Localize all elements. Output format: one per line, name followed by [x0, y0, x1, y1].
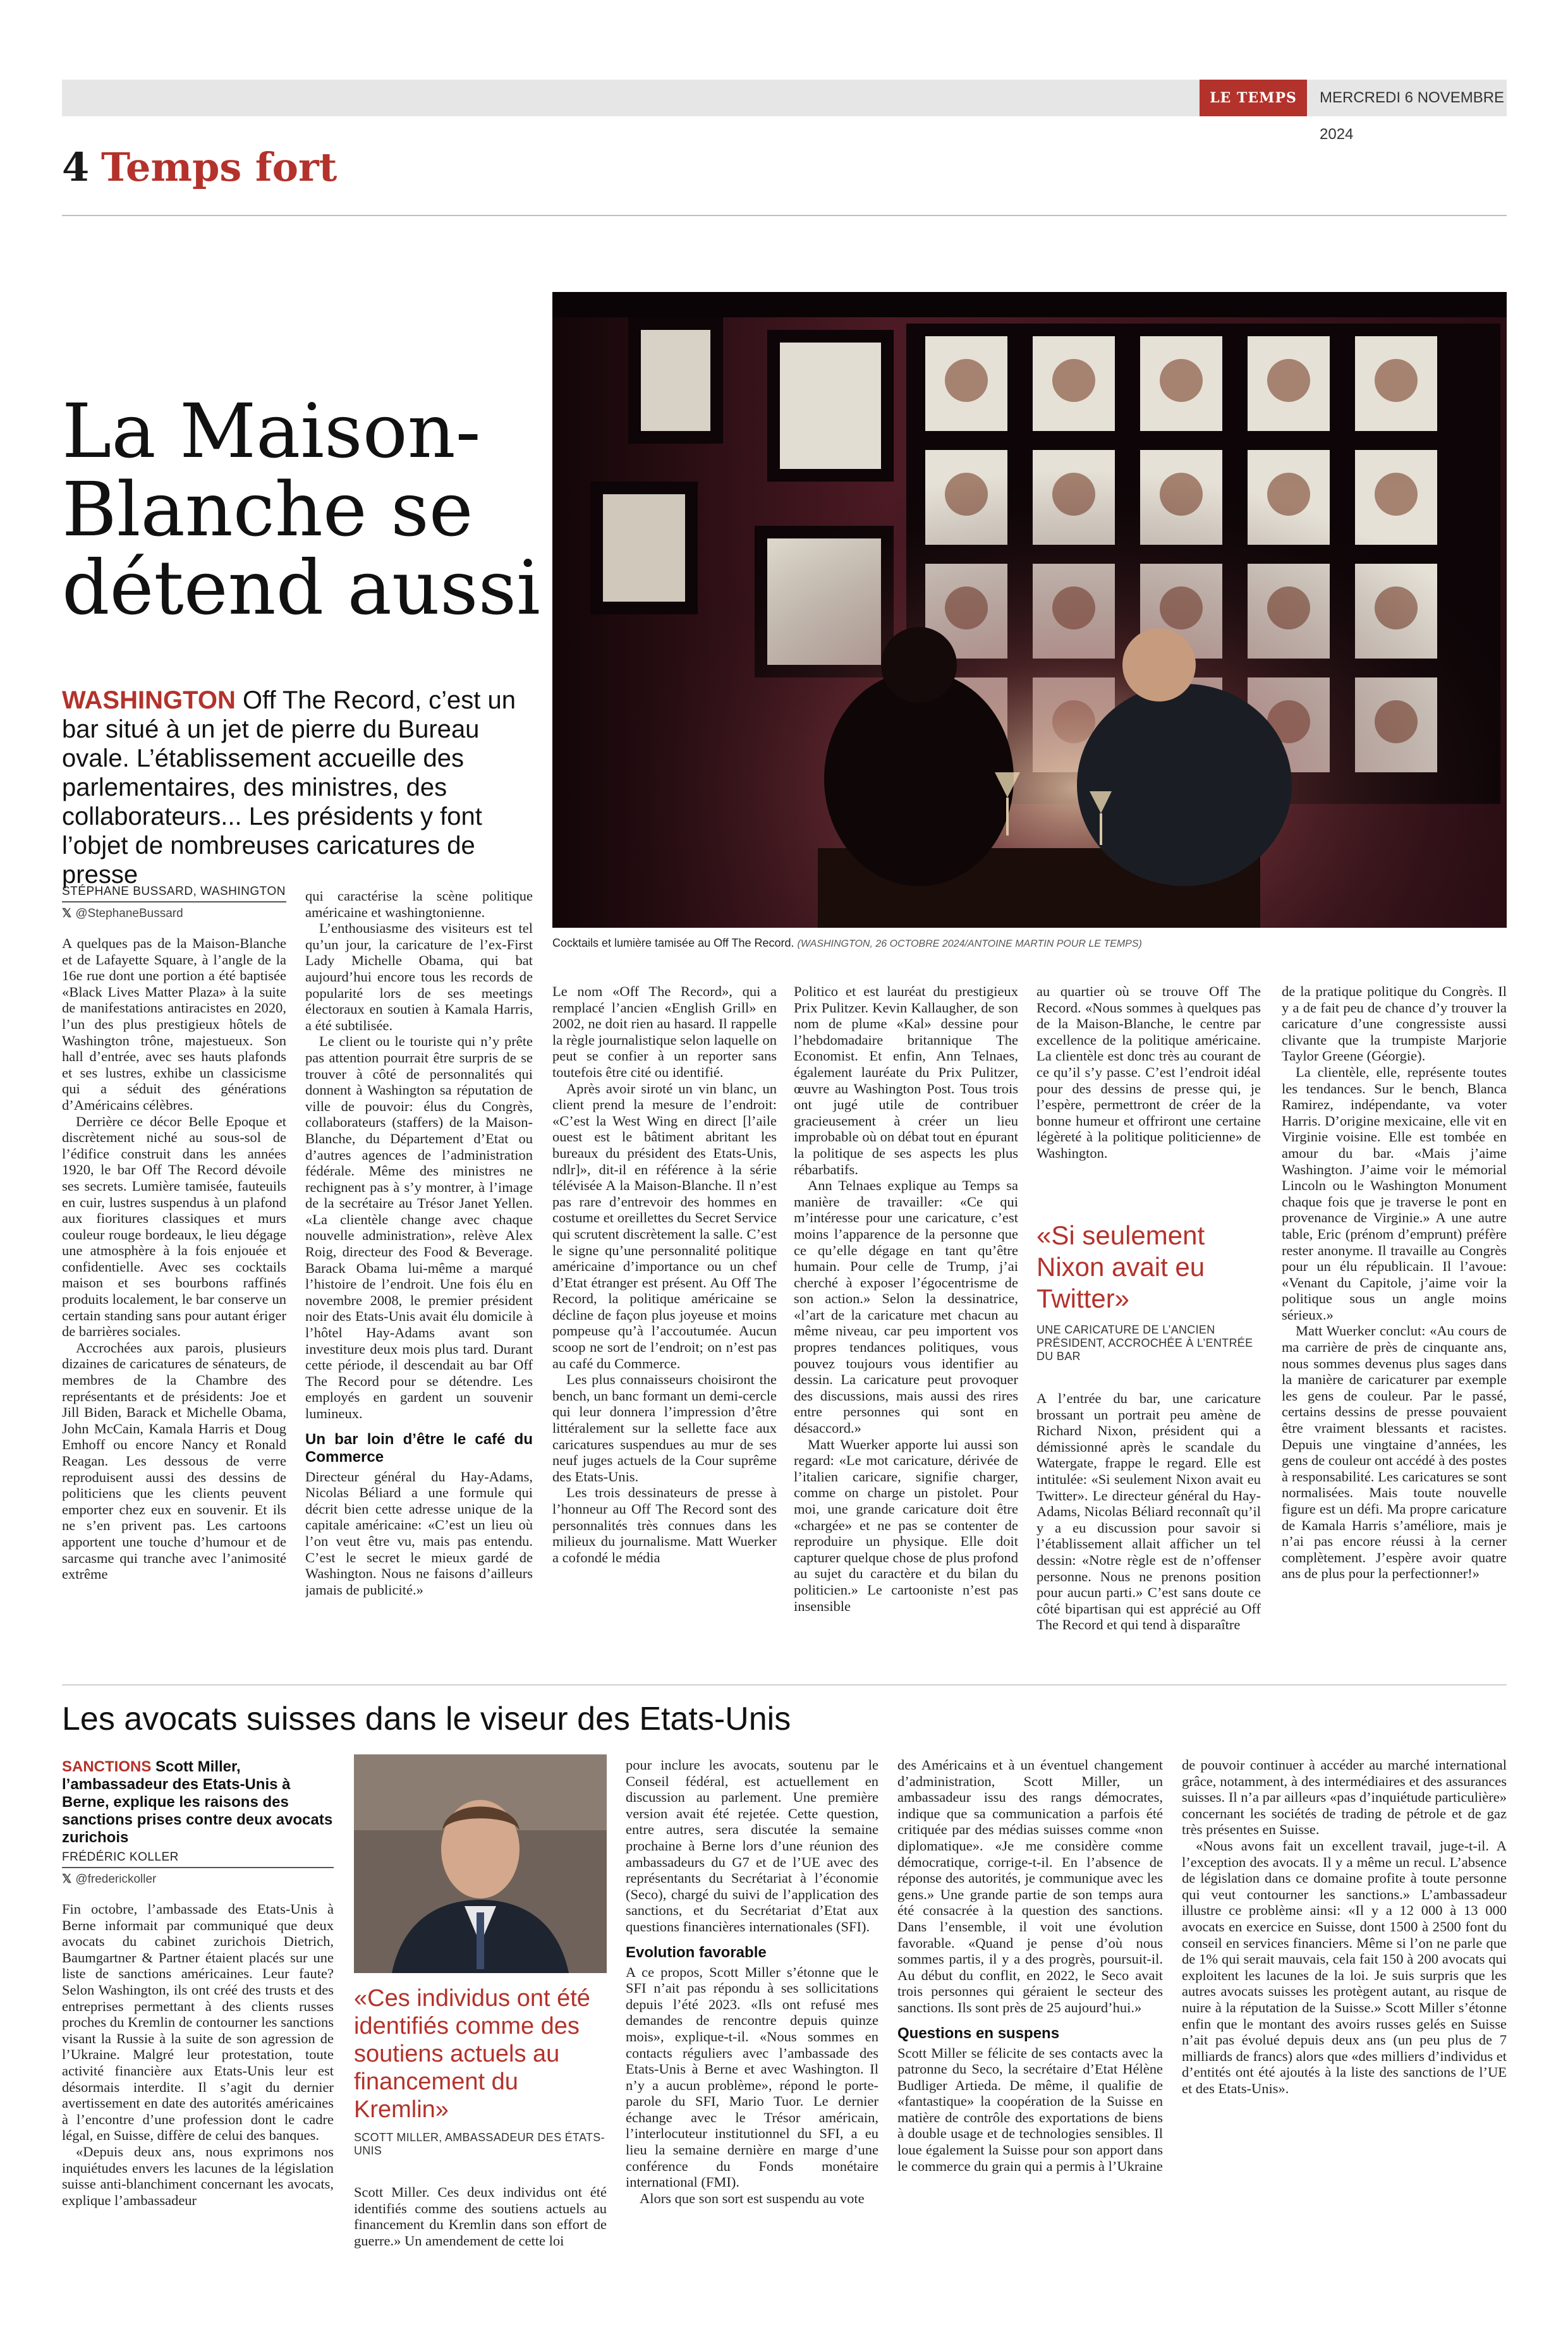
brand-logo[interactable]: LE TEMPS	[1200, 80, 1307, 116]
pull-quote: «Si seulement Nixon avait eu Twitter»	[1036, 1220, 1205, 1313]
paragraph: Le nom «Off The Record», qui a remplacé l’ancien «English Grill» en 2002, ne doit rien au hasard. Il rappelle la règle journalistique selon laquelle on peut se confier à un reporter sans toutefois être cité ou identifié.	[552, 983, 777, 1080]
caption-text: Cocktails et lumière tamisée au Off The Record.	[552, 937, 794, 949]
ambassador-portrait	[354, 1754, 607, 1973]
paragraph: de pouvoir continuer à accéder au marché international grâce, notamment, à des intermédiaires et des assurances suisses. Il n’a par ailleurs «pas d’inquiétude particulière» concernant les sociétés de trading de pétrole et de gaz très présentes en Suisse.	[1182, 1757, 1507, 1838]
paragraph: pour inclure les avocats, soutenu par le Conseil fédéral, est actuellement en discussion au parlement. Une première version avait été rejetée. Cette question, entre autres, sera discutée la semaine prochaine à Berne lors d’une réunion des ambassadeurs du G7 et de l’UE avec des représentants du Secrétariat à l’économie (Seco), chargé du suivi de l’application des sanctions, et du Secrétariat d’Etat aux questions financières internationales (SFI).	[626, 1757, 878, 1935]
section-divider	[62, 215, 1507, 216]
author-handle[interactable]: 𝕏 @frederickoller	[62, 1873, 157, 1886]
subhead: Questions en suspens	[897, 2024, 1060, 2042]
main-column-1	[62, 935, 286, 1662]
paragraph: A l’entrée du bar, une caricature brossant un portrait peu amène de Richard Nixon, président qui a démissionné après le scandale du Watergate, frappe le regard. Elle est intitulée: «Si seulement Nixon avait eu Twitter». Le directeur général du Hay-Adams, Nicolas Béliard reconnaît qu’il y a eu discussion pour savoir si l’établissement allait afficher un tel dessin: «Notre règle est de n’offenser personne. Nous ne prenons position pour aucun parti.» C’est sans doute ce côté bipartisan qui est apprécié au Off The Record et qui tend à disparaître	[1036, 1390, 1261, 1633]
paragraph: Les plus connaisseurs choisiront the bench, un banc formant un demi-cercle qui leur donnera l’impression d’être littéralement sur la sellette face aux caricatures suspendues au mur de ses neuf juges actuels de la Cour suprême des Etats-Unis.	[552, 1371, 777, 1485]
paragraph: Ann Telnaes explique au Temps sa manière de travailler: «Ce qui m’intéresse pour une caricature, c’est moins l’apparence de la personne que ce qu’elle dégage en tant qu’être humain. Pour celle de Trump, j’ai cherché à exposer l’égocentrisme de son action.» Selon la dessinatrice, «l’art de la caricature met chacun au même niveau, car peu importent vos propres tendances politiques, vous pouvez toujours vous identifier au dessin. La caricature peut provoquer des discussions, mais aussi des rires entre personnes qui sont en désaccord.»	[794, 1177, 1018, 1437]
section-title: Temps fort	[101, 144, 337, 190]
page-number: 4	[62, 144, 90, 190]
article-divider	[62, 1684, 1507, 1686]
paragraph: qui caractérise la scène politique américaine et washingtonienne.	[305, 888, 533, 920]
lede-kicker: WASHINGTON	[62, 686, 236, 714]
bar-photo-illustration	[552, 292, 1507, 928]
paragraph: Après avoir siroté un vin blanc, un client prend la mesure de l’endroit: «C’est la West Wing en direct [l’aile ouest est le bâtiment abritant les bureaux du président des Etats-Unis, ndlr]», dit-il en référence à la série télévisée A la Maison-Blanche. Il n’est pas rare d’entrevoir des hommes en costume et oreillettes du Secret Service qui scrutent discrètement la salle. C’est le signe qu’une personnalité politique américaine d’importance ou un chef d’Etat étranger est présent. Au Off The Record, la politique américaine se décline de façon plus joyeuse et moins pompeuse qu’à l’accoutumée. Aucun scoop ne sort de l’endroit; on n’est pas au café du Commerce.	[552, 1080, 777, 1371]
subhead: Evolution favorable	[626, 1943, 767, 1961]
masthead-bar	[62, 80, 1507, 143]
main-column-5-top	[1036, 983, 1261, 1224]
author-byline: STÉPHANE BUSSARD, WASHINGTON	[62, 885, 286, 898]
byline-rule	[62, 901, 286, 902]
subhead: Un bar loin d’être le café du Commerce	[305, 1430, 533, 1466]
bar-photo	[552, 292, 1507, 928]
paragraph: Scott Miller se félicite de ses contacts avec la patronne du Seco, la secrétaire d’Etat Hélène Budliger Artieda. De même, il qualifie de «fantastique» la coopération de la Suisse en matière de contrôle des exportations de biens à double usage et de technologies sensibles. Il loue également la Suisse pour son apport dans le commerce du grain qui a permis à l’Ukraine	[897, 2044, 1163, 2174]
main-column-3	[552, 983, 777, 1663]
paragraph: Matt Wuerker apporte lui aussi son regard: «Le mot caricature, dérivée de l’italien caricare, signifie charger, comme on charge un pistolet. Pour moi, une grande caricature doit être «chargée» et ne pas se contenter de reproduire un physique. Elle doit capturer quelque chose de plus profond au sujet du caractère et du bilan du politicien.» Le cartooniste n’est pas insensible	[794, 1436, 1018, 1614]
author-handle[interactable]: 𝕏 @StephaneBussard	[62, 907, 183, 920]
paragraph: Politico et est lauréat du prestigieux Prix Pulitzer. Kevin Kallaugher, de son nom de plume «Kal» dessine pour l’hebdomadaire britannique The Economist. Et enfin, Ann Telnaes, également lauréate du Prix Pulitzer, œuvre au Washington Post. Tous trois ont jugé utile de contribuer gracieusement à créer un lieu improbable où on débat tout en épurant la politique de ses aspects les plus rébarbatifs.	[794, 983, 1018, 1177]
main-byline-block	[62, 885, 286, 921]
paragraph: Alors que son sort est suspendu au vote	[640, 2190, 865, 2206]
issue-date: MERCREDI 6 NOVEMBRE 2024	[1320, 89, 1505, 143]
second-lede	[62, 1758, 334, 1847]
paragraph: Accrochées aux parois, plusieurs dizaines de caricatures de sénateurs, de membres de la Chambre des représentants et de présidents: Joe et Jill Biden, Barack et Michelle Obama, John McCain, Kamala Harris et Doug Emhoff ou encore Nancy et Ronald Reagan. Les dessous de verre reproduisent aussi des dessins de politiciens que les clients peuvent emporter chez eux en souvenir. Et ils ne s’en privent pas. Les cartoons apportent une touche d’humour et de sarcasme qui tranche avec l’animosité extrême	[62, 1339, 286, 1583]
main-lede	[62, 686, 530, 889]
second-column-5	[1182, 1757, 1507, 2281]
photo-caption	[552, 937, 1507, 950]
author-byline: FRÉDÉRIC KOLLER	[62, 1850, 179, 1864]
second-kicker: SANCTIONS	[62, 1758, 152, 1775]
second-column-1	[62, 1901, 334, 2280]
paragraph: La clientèle, elle, représente toutes les tendances. Sur le bench, Blanca Ramirez, indépendante, va voter Harris. D’origine mexicaine, elle vit en Virginie voisine. Elle est tombée en amour du bar. «Mais j’aime Washington. J’aime voir le mémorial Lincoln ou le Washington Monument chaque fois que je traverse le pont en provenance de Virginie.» A une autre table, Eric (prénom d’emprunt) préfère rester anonyme. Il travaille au Congrès pour un élu républicain. Il l’avoue: «Venant du Capitole, j’aime voir la politique sous un angle moins sérieux.»	[1282, 1064, 1507, 1323]
paragraph: Directeur général du Hay-Adams, Nicolas Béliard a une formule qui décrit bien cette adresse unique de la capitale américaine: «C’est un lieu où l’on veut être vu, mais pas entendu. C’est le secret le mieux gardé de Washington. Nous ne faisons d’ailleurs jamais de publicité.»	[305, 1468, 533, 1598]
photo-credit: (WASHINGTON, 26 OCTOBRE 2024/ANTOINE MARTIN POUR LE TEMPS)	[797, 939, 1142, 949]
paragraph: au quartier où se trouve Off The Record. «Nous sommes à quelques pas de la Maison-Blanche, le centre par excellence de la politique américaine. La clientèle est donc très au courant de ce qu’il s’y passe. C’est l’endroit idéal pour des dessins de presse qui, je l’espère, permettront de créer de la bonne humeur et offriront une certaine légèreté à la politique politicienne» de Washington.	[1036, 983, 1261, 1161]
pull-quote-block	[1036, 1220, 1261, 1363]
paragraph: Matt Wuerker conclut: «Au cours de ma carrière de près de cinquante ans, nous sommes devenus plus sages dans la manière de caricaturer par exemple les gens de couleur. Par le passé, certains dessins de presse pouvaient être vraiment blessants et racistes. Depuis une vingtaine d’années, les gens de couleur ont accédé à des postes à responsabilité. Les caricatures se sont normalisées. Mais toute nouvelle figure est un défi. Ma propre caricature de Kamala Harris s’améliore, mais je n’ai pas encore réussi à la cerner complètement. J’espère avoir quatre ans de plus pour la perfectionner!»	[1282, 1323, 1507, 1582]
second-byline-block	[62, 1850, 334, 1886]
paragraph: Scott Miller. Ces deux individus ont été identifiés comme des soutiens actuels au financement du Kremlin dans son effort de guerre.» Un amendement de cette loi	[354, 2184, 607, 2249]
second-lede-text: Scott Miller, l’ambassadeur des Etats-Unis à Berne, explique les raisons des sanctions prises contre deux avocats zurichois	[62, 1758, 333, 1846]
byline-rule	[62, 1867, 334, 1868]
second-pull-quote-block	[354, 1984, 607, 2158]
paragraph: «Depuis deux ans, nous exprimons nos inquiétudes envers les lacunes de la législation suisse anti-blanchiment concernant les avocats, explique l’ambassadeur	[62, 2143, 334, 2208]
portrait-illustration	[354, 1754, 607, 1973]
lede-text: Off The Record, c’est un bar situé à un jet de pierre du Bureau ovale. L’établissement accueille des parlementaires, des ministres, des collaborateurs... Les présidents y font l’objet de nombreuses caricatures de presse	[62, 686, 516, 889]
paragraph: «Nous avons fait un excellent travail, juge-t-il. A l’exception des avocats. Il y a même un recul. L’absence de législation dans ce domaine profite à toute personne qui veut contourner les sanctions.» L’ambassadeur illustre ce problème ainsi: «Il y a 12 000 à 13 000 avocats en exercice en Suisse, dont 1500 à 2500 font du conseil en services financiers. Même si l’on ne parle que de 1% qui serait mauvais, cela fait 150 à 200 avocats qui exploitent les lacunes de la loi. Je suis surpris que les autres avocats suisses les protègent autant, au risque de nuire à la réputation de la Suisse.» Scott Miller s’étonne enfin que le montant des avoirs russes gelés en Suisse n’ait pas évolué depuis deux ans (un peu plus de 7 milliards de francs) alors que «des milliers d’individus et d’entités ont été ajoutés à la liste des sanctions de l’UE et des Etats-Unis».	[1182, 1837, 1507, 2096]
pull-quote-attribution: SCOTT MILLER, AMBASSADEUR DES ÉTATS-UNIS	[354, 2131, 605, 2157]
paragraph: A quelques pas de la Maison-Blanche et de Lafayette Square, à l’angle de la 16e rue dont une portion a été baptisée «Black Lives Matter Plaza» à la suite de manifestations antiracistes en 2020, l’un des plus prestigieux hôtels de Washington trône, majestueux. Son hall d’entrée, avec ses hauts plafonds et ses lustres, exhibe un classicisme qui a séduit des générations d’Américains célèbres.	[62, 935, 286, 1113]
second-headline: Les avocats suisses dans le viseur des Etats-Unis	[62, 1701, 791, 1737]
second-column-4	[897, 1757, 1163, 2281]
paragraph: Le client ou le touriste qui n’y prête pas attention pourrait être surpris de se trouver à côté de personnalités qui donnent à Washington sa réputation de ville de pouvoir: élus du Congrès, collaborateurs (staffers) de la Maison-Blanche, du Département d’Etat ou d’autres agences de l’administration fédérale. Même des ministres ne rechignent pas à s’y montrer, à l’image de la secrétaire au Trésor Janet Yellen. «La clientèle change avec chaque nouvelle administration», relève Alex Roig, directeur des Food & Beverage. Barack Obama lui-même a marqué l’histoire de l’endroit. Une fois élu en novembre 2008, le premier président noir des Etats-Unis avait élu domicile à l’hôtel Hay-Adams avant son investiture deux mois plus tard. Durant cette période, il descendait au bar Off The Record pour se détendre. Les employés en gardent un souvenir lumineux.	[305, 1033, 533, 1421]
paragraph: A ce propos, Scott Miller s’étonne que le SFI n’ait pas répondu à ses sollicitations depuis l’été 2023. «Ils ont refusé mes demandes de rencontre depuis quinze mois», explique-t-il. «Nous sommes en contacts réguliers avec l’ambassade des Etats-Unis à Berne et avec Washington. Il n’y a aucun problème», répond le porte-parole du SFI, Mario Tuor. Le dernier échange avec le Trésor américain, l’interlocuteur institutionnel du SFI, a eu lieu la semaine dernière en marge d’une conférence du Fonds monétaire international (FMI).	[626, 1964, 878, 2190]
main-column-4	[794, 983, 1018, 1663]
second-column-2	[354, 2184, 607, 2285]
paragraph: Les trois dessinateurs de presse à l’honneur au Off The Record sont des personnalités très connues dans les milieux du journalisme. Matt Wuerker a cofondé le média	[552, 1485, 777, 1565]
x-icon: 𝕏	[62, 1873, 72, 1886]
pull-quote-attribution: UNE CARICATURE DE L’ANCIEN PRÉSIDENT, ACCROCHÉE À L’ENTRÉE DU BAR	[1036, 1323, 1253, 1363]
pull-quote: «Ces individus ont été identifiés comme des soutiens actuels au financement du Kremlin»	[354, 1985, 590, 2123]
paragraph: L’enthousiasme des visiteurs est tel qu’un jour, la caricature de l’ex-First Lady Michelle Obama, qui bat aujourd’hui encore tous les records de popularité lors de ses meetings électoraux en soutien à Kamala Harris, a été subtilisée.	[305, 920, 533, 1033]
main-column-5-bottom	[1036, 1390, 1261, 1662]
x-icon: 𝕏	[62, 907, 72, 920]
paragraph: Fin octobre, l’ambassade des Etats-Unis à Berne informait par communiqué que deux avocats du cabinet zurichois Dietrich, Baumgartner & Partner étaient placés sur une liste de sanctions américaines. Leur faute? Selon Washington, ils ont créé des trusts et des entreprises permettant à des clients russes proches du Kremlin de contourner les sanctions visant la Russie à la suite de son agression de l’Ukraine. Malgré leur protestation, toute activité financière aux Etats-Unis leur est désormais interdite. Il s’agit du dernier avertissement en date des autorités américaines à l’encontre d’une profession dont le cadre légal, en Suisse, diffère de celui des banques.	[62, 1901, 334, 2144]
main-column-2	[305, 888, 533, 1662]
paragraph: de la pratique politique du Congrès. Il y a de fait peu de chance d’y trouver la caricature d’une congressiste aussi clivante que la trumpiste Marjorie Taylor Greene (Géorgie).	[1282, 983, 1507, 1064]
paragraph: des Américains et à un éventuel changement d’administration, Scott Miller, un ambassadeur issu des rangs démocrates, indique que sa communication a parfois été critiquée par des médias suisses comme «non diplomatique». «Je me considère comme démocratique, corrige-t-il. En l’absence de réponse des autorités, je communique avec les gens.» Une grande partie de son temps aura été consacrée à la question des sanctions. Dans l’ensemble, il voit une évolution favorable. «Quand je pense d’où nous sommes partis, il y a des progrès, poursuit-il. Au début du conflit, en 2022, le Seco avait trois personnes qui géraient le secteur des sanctions. Ils sont près de 25 aujourd’hui.»	[897, 1757, 1163, 2015]
main-column-6	[1282, 983, 1507, 1663]
main-headline: La Maison-Blanche se détend aussi	[62, 387, 540, 631]
paragraph: Derrière ce décor Belle Epoque et discrètement niché au sous-sol de l’édifice construit dans les années 1920, le bar Off The Record dévoile ses secrets. Lumière tamisée, fauteuils en cuir, lustres suspendus à un plafond aux fioritures classiques et murs couleur rouge bordeaux, le lieu dégage une atmosphère à la fois enjouée et confidentielle. Avec ses cocktails maison et ses bourbons raffinés produits localement, le bar conserve un certain standing sans pour autant ériger de barrières sociales.	[62, 1113, 286, 1340]
second-column-3	[626, 1757, 878, 2281]
